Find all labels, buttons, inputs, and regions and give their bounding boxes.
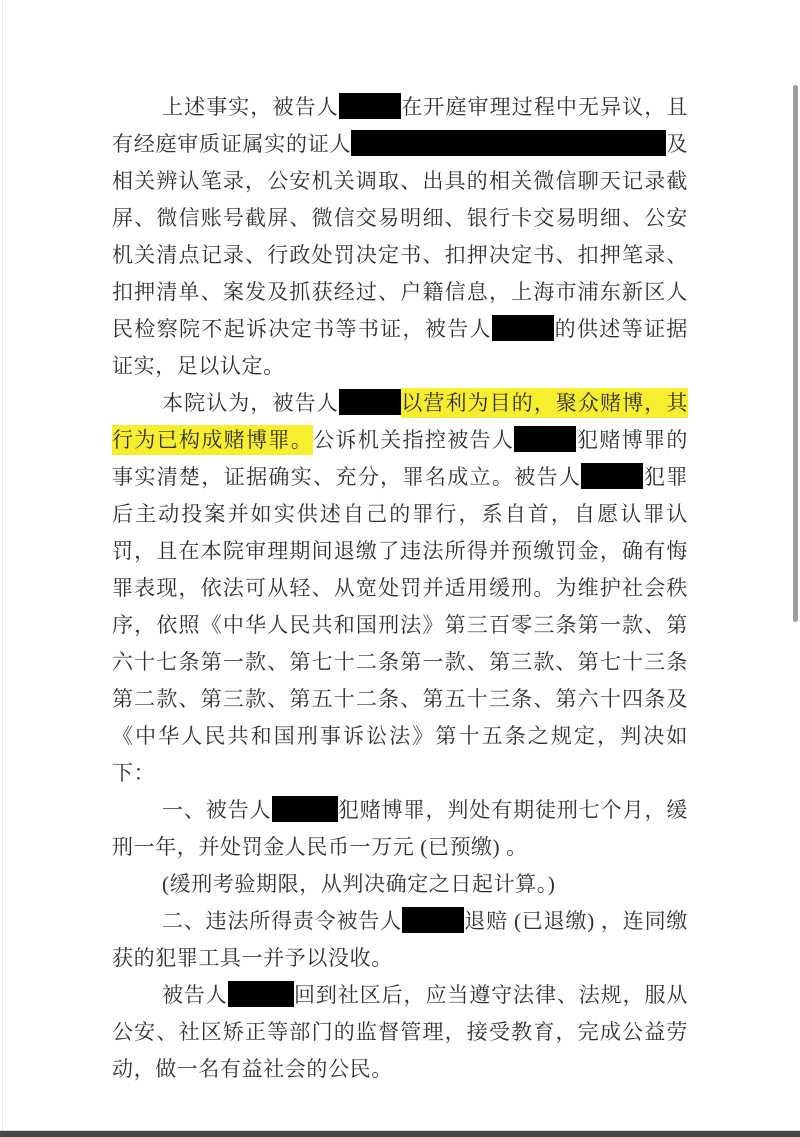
text-run: 的供述等证据证实，足以认定。 <box>112 317 688 378</box>
scrollbar-thumb[interactable] <box>793 85 798 622</box>
bottom-edge-bar <box>0 1130 800 1137</box>
text-run: 二、违法所得责令被告人 <box>162 909 403 933</box>
redaction-box <box>581 463 643 489</box>
text-run: 及相关辨认笔录，公安机关调取、出具的相关微信聊天记录截屏、微信账号截屏、微信交易明细、银行卡交易明细、公安机关清点记录、行政处罚决定书、扣押决定书、扣押笔录、扣押清单、案发及抓获经过、户籍信息，上海市浦东新区人民检察院不起诉决定书等书证，被告人 <box>112 132 688 341</box>
text-run: 犯赌博罪的事实清楚，证据确实、充分，罪名成立。被告人 <box>112 428 688 489</box>
text-run: (缓刑考验期限，从判决确定之日起计算。) <box>162 872 556 896</box>
paragraph-community-correction <box>112 977 688 1088</box>
paragraph-court-opinion <box>112 385 688 792</box>
judgment-text <box>112 89 688 1088</box>
text-run: 公诉机关指控被告人 <box>313 428 515 452</box>
redaction-box <box>339 93 401 119</box>
text-run: 被告人 <box>162 983 228 1007</box>
redaction-box <box>272 796 338 822</box>
text-run: 本院认为，被告人 <box>162 391 339 415</box>
text-run: 犯赌博罪，判处有期徒刑七个月，缓刑一年，并处罚金人民币一万元 (已预缴) 。 <box>112 798 688 859</box>
redaction-box <box>492 315 554 341</box>
redaction-box <box>351 130 666 156</box>
text-run: 上述事实，被告人 <box>162 95 339 119</box>
paragraph-judgment-item-1 <box>112 792 688 866</box>
text-run: 一、被告人 <box>162 798 272 822</box>
text-run: 在开庭审理过程中无异议，且有经庭审质证属实的证人 <box>112 95 688 156</box>
text-run: 退赔 (已退缴) ，连同缴获的犯罪工具一并予以没收。 <box>112 909 688 970</box>
redaction-box <box>514 426 576 452</box>
redaction-box <box>339 389 401 415</box>
text-run: 回到社区后，应当遵守法律、法规，服从公安、社区矫正等部门的监督管理，接受教育，完成公益劳动，做一名有益社会的公民。 <box>112 983 688 1081</box>
paragraph-judgment-item-2 <box>112 903 688 977</box>
highlighted-text: 以营利为目的，聚众赌博，其行为已构成赌博罪。 <box>112 388 688 455</box>
left-edge-line <box>2 0 3 1131</box>
paragraph-probation-note <box>112 866 688 903</box>
paragraph-facts-evidence <box>112 89 688 385</box>
redaction-box <box>402 907 464 933</box>
text-run: 犯罪后主动投案并如实供述自己的罪行，系自首，自愿认罪认罚，且在本院审理期间退缴了违法所得并预缴罚金，确有悔罪表现，依法可从轻、从宽处罚并适用缓刑。为维护社会秩序，依照《中华人民共和国刑法》第三百零三条第一款、第六十七条第一款、第七十二条第一款、第三款、第七十三条第二款、第三款、第五十二条、第五十三条、第六十四条及《中华人民共和国刑事诉讼法》第十五条之规定，判决如下： <box>112 465 688 785</box>
redaction-box <box>228 981 294 1007</box>
